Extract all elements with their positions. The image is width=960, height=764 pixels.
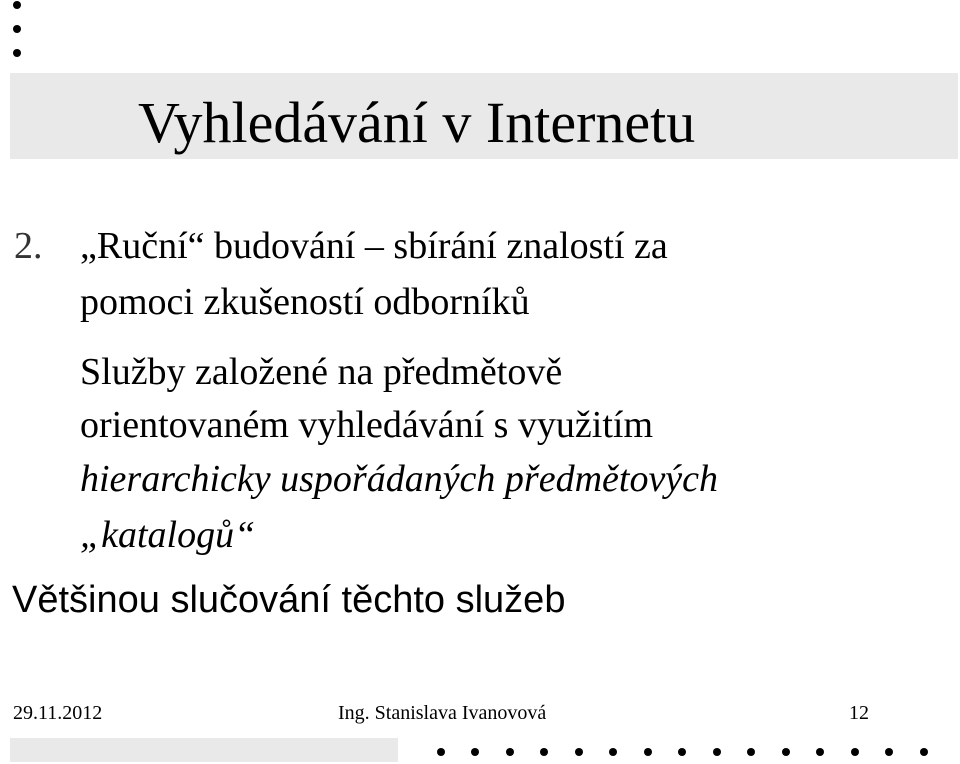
decor-dot [782, 748, 790, 756]
decor-dot [437, 748, 445, 756]
decor-dot [609, 748, 617, 756]
decor-dot [713, 748, 721, 756]
item-line-2: pomoci zkušeností odborníků [80, 281, 530, 323]
decor-dot [13, 49, 21, 57]
decor-dot [678, 748, 686, 756]
decor-dot [13, 1, 21, 9]
decor-dot [13, 25, 21, 33]
catalog-line-2: „katalogů“ [80, 514, 256, 556]
decor-dot [851, 748, 859, 756]
footer-author: Ing. Stanislava Ivanovová [338, 702, 547, 724]
catalog-line-1: hierarchicky uspořádaných předmětových [80, 458, 719, 500]
decor-dot [471, 748, 479, 756]
decor-dot [644, 748, 652, 756]
services-line-2: orientovaném vyhledávání s využitím [80, 404, 654, 446]
bottom-band [10, 738, 398, 762]
decor-dot [816, 748, 824, 756]
slide-title: Vyhledávání v Internetu [138, 90, 696, 155]
item-number: 2. [14, 225, 43, 267]
footer-page-number: 12 [849, 702, 869, 724]
decor-dot [506, 748, 514, 756]
item-line-1: „Ruční“ budování – sbírání znalostí za [80, 225, 668, 267]
decor-dot [747, 748, 755, 756]
decor-dot [540, 748, 548, 756]
services-line-1: Služby založené na předmětově [80, 351, 563, 393]
decor-dot [575, 748, 583, 756]
decor-dot [885, 748, 893, 756]
conclusion-text: Většinou slučování těchto služeb [12, 579, 566, 621]
footer-date: 29.11.2012 [13, 702, 103, 724]
decor-dot [920, 748, 928, 756]
